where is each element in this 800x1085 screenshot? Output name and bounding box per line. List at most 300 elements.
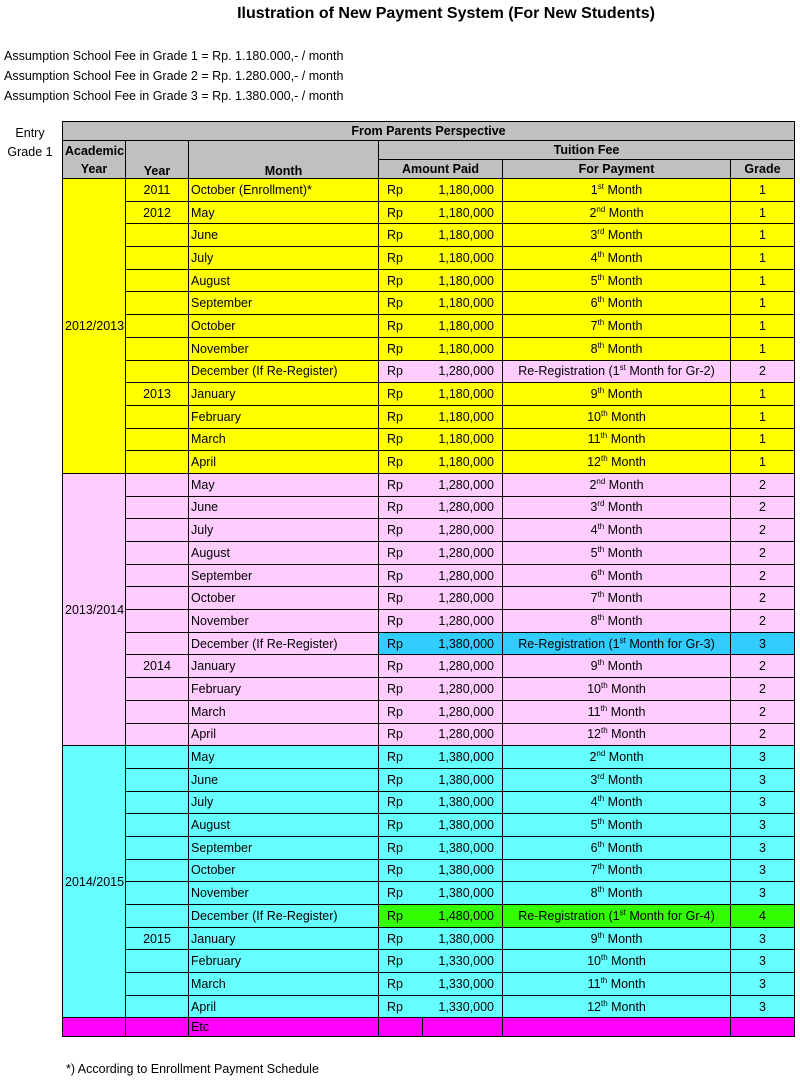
header-parents-perspective: From Parents Perspective <box>63 122 795 141</box>
payment-label: Month <box>607 681 646 696</box>
grade-cell: 2 <box>731 496 795 519</box>
table-row <box>63 882 795 905</box>
amount-cell: 1,330,000 <box>423 973 503 996</box>
grade-cell: 3 <box>731 950 795 973</box>
grade-cell: 1 <box>731 292 795 315</box>
payment-ordinal-suffix: th <box>597 885 605 894</box>
for-payment-cell <box>503 655 731 678</box>
grade-cell: 3 <box>731 768 795 791</box>
currency-cell: Rp <box>379 519 423 542</box>
amount-cell: 1,180,000 <box>423 292 503 315</box>
year-cell: 2014 <box>126 655 189 678</box>
payment-ordinal-suffix: st <box>619 363 626 373</box>
for-payment-cell <box>503 632 731 655</box>
payment-number: 5 <box>590 273 598 288</box>
year-cell <box>126 973 189 996</box>
year-cell <box>126 269 189 292</box>
month-cell: January <box>189 383 379 406</box>
for-payment-cell <box>503 905 731 928</box>
grade-cell: 3 <box>731 973 795 996</box>
for-payment-cell <box>503 405 731 428</box>
currency-cell: Rp <box>379 315 423 338</box>
currency-cell: Rp <box>379 383 423 406</box>
currency-cell: Rp <box>379 768 423 791</box>
amount-cell: 1,380,000 <box>423 814 503 837</box>
payment-ordinal-suffix: rd <box>597 499 605 509</box>
currency-cell: Rp <box>379 247 423 270</box>
currency-cell: Rp <box>379 405 423 428</box>
table-row <box>63 428 795 451</box>
grade-cell: 2 <box>731 678 795 701</box>
amount-cell: 1,280,000 <box>423 496 503 519</box>
for-payment-cell <box>503 224 731 247</box>
for-payment-cell <box>503 700 731 723</box>
payment-ordinal-suffix: th <box>597 839 605 849</box>
payment-number: 7 <box>590 591 598 606</box>
payment-number: 5 <box>590 545 598 560</box>
month-cell: August <box>189 542 379 565</box>
table-row <box>63 587 795 610</box>
payment-ordinal-suffix: th <box>597 544 605 554</box>
amount-cell: 1,280,000 <box>423 678 503 701</box>
payment-label: Month <box>607 999 646 1014</box>
payment-ordinal-suffix: st <box>619 635 626 645</box>
year-cell <box>126 360 189 383</box>
payment-number: 8 <box>590 886 598 901</box>
payment-table-body <box>63 122 795 1037</box>
year-cell: 2015 <box>126 927 189 950</box>
for-payment-cell <box>503 859 731 882</box>
payment-ordinal-suffix: rd <box>597 227 605 237</box>
payment-number: 6 <box>590 568 598 583</box>
header-row-1 <box>63 122 795 141</box>
currency-cell: Rp <box>379 542 423 565</box>
payment-ordinal-suffix: rd <box>597 771 605 781</box>
for-payment-cell <box>503 746 731 769</box>
year-cell <box>126 950 189 973</box>
year-cell <box>126 995 189 1018</box>
currency-cell: Rp <box>379 201 423 224</box>
currency-cell: Rp <box>379 723 423 746</box>
amount-cell: 1,380,000 <box>423 882 503 905</box>
month-cell: August <box>189 814 379 837</box>
month-cell: August <box>189 269 379 292</box>
payment-number: 12 <box>587 999 601 1014</box>
grade-cell: 2 <box>731 655 795 678</box>
currency-cell: Rp <box>379 882 423 905</box>
month-cell: October <box>189 315 379 338</box>
payment-label: Month <box>604 500 643 515</box>
payment-ordinal-suffix: th <box>597 249 605 259</box>
year-cell <box>126 700 189 723</box>
amount-cell: 1,180,000 <box>423 315 503 338</box>
payment-ordinal-suffix: th <box>597 567 605 577</box>
payment-label: Month <box>605 205 644 220</box>
payment-ordinal-suffix: nd <box>596 476 606 486</box>
payment-label: Month <box>604 863 643 878</box>
currency-cell: Rp <box>379 791 423 814</box>
grade-cell: 1 <box>731 405 795 428</box>
payment-number: 2 <box>589 477 597 492</box>
grade-cell: 1 <box>731 337 795 360</box>
grade-cell: 2 <box>731 700 795 723</box>
payment-ordinal-suffix: nd <box>596 204 606 214</box>
for-payment-cell <box>503 473 731 496</box>
payment-label: Month <box>607 976 646 991</box>
header-grade: Grade <box>731 160 795 179</box>
year-cell <box>126 451 189 474</box>
table-row <box>63 995 795 1018</box>
header-row-2 <box>63 141 795 160</box>
amount-cell: 1,280,000 <box>423 564 503 587</box>
table-row <box>63 542 795 565</box>
for-payment-cell <box>503 451 731 474</box>
payment-number: 11 <box>587 432 601 447</box>
payment-ordinal-suffix: th <box>601 998 608 1008</box>
year-cell <box>126 473 189 496</box>
month-cell: October <box>189 587 379 610</box>
year-cell <box>126 814 189 837</box>
currency-cell: Rp <box>379 836 423 859</box>
etc-cell <box>503 1018 731 1037</box>
payment-number: 10 <box>587 681 601 696</box>
payment-label: Month <box>604 387 643 402</box>
amount-cell: 1,280,000 <box>423 700 503 723</box>
currency-cell: Rp <box>379 905 423 928</box>
year-cell <box>126 768 189 791</box>
header-amount-paid: Amount Paid <box>379 160 503 179</box>
for-payment-cell <box>503 315 731 338</box>
year-cell <box>126 292 189 315</box>
currency-cell: Rp <box>379 564 423 587</box>
currency-cell: Rp <box>379 360 423 383</box>
year-cell: 2013 <box>126 383 189 406</box>
payment-label: Month <box>604 568 643 583</box>
for-payment-cell <box>503 201 731 224</box>
etc-cell <box>731 1018 795 1037</box>
table-row <box>63 247 795 270</box>
table-row <box>63 814 795 837</box>
table-row <box>63 610 795 633</box>
payment-table <box>62 121 795 1037</box>
academic-year-cell: 2013/2014 <box>63 473 126 745</box>
table-row <box>63 496 795 519</box>
payment-label: Month <box>604 886 643 901</box>
payment-ordinal-suffix: nd <box>596 748 606 758</box>
amount-cell: 1,330,000 <box>423 950 503 973</box>
payment-ordinal-suffix: th <box>597 340 605 350</box>
amount-cell: 1,180,000 <box>423 337 503 360</box>
year-cell <box>126 746 189 769</box>
payment-label: Month <box>605 477 644 492</box>
etc-cell <box>126 1018 189 1037</box>
amount-cell: 1,280,000 <box>423 655 503 678</box>
entry-label <box>0 124 60 162</box>
payment-number: 6 <box>590 296 598 311</box>
table-row <box>63 768 795 791</box>
etc-label: Etc <box>189 1018 379 1037</box>
payment-ordinal-suffix: th <box>597 317 605 327</box>
currency-cell: Rp <box>379 224 423 247</box>
grade-cell: 1 <box>731 383 795 406</box>
fee-list <box>4 46 343 106</box>
year-cell <box>126 564 189 587</box>
for-payment-cell <box>503 723 731 746</box>
currency-cell: Rp <box>379 428 423 451</box>
year-cell <box>126 224 189 247</box>
month-cell: May <box>189 473 379 496</box>
for-payment-cell <box>503 950 731 973</box>
payment-number: 2 <box>589 205 597 220</box>
amount-cell: 1,180,000 <box>423 247 503 270</box>
footnote: *) According to Enrollment Payment Schedule <box>66 1062 319 1076</box>
grade-cell: 3 <box>731 836 795 859</box>
amount-cell: 1,280,000 <box>423 723 503 746</box>
payment-label: Month <box>604 318 643 333</box>
fee-grade-2: Assumption School Fee in Grade 2 = Rp. 1.280.000,- / month <box>4 69 344 83</box>
payment-ordinal-suffix: th <box>601 453 608 463</box>
grade-cell: 1 <box>731 269 795 292</box>
year-cell <box>126 905 189 928</box>
grade-cell: 2 <box>731 542 795 565</box>
entry-label-line-2: Grade 1 <box>7 145 53 159</box>
amount-cell: 1,180,000 <box>423 201 503 224</box>
year-cell <box>126 587 189 610</box>
grade-cell: 3 <box>731 927 795 950</box>
payment-number: Re-Registration (1 <box>518 636 620 651</box>
grade-cell: 1 <box>731 428 795 451</box>
grade-cell: 1 <box>731 224 795 247</box>
currency-cell: Rp <box>379 610 423 633</box>
payment-label: Month <box>604 341 643 356</box>
payment-label: Month for Gr-3) <box>625 636 715 651</box>
currency-cell: Rp <box>379 269 423 292</box>
currency-cell: Rp <box>379 973 423 996</box>
payment-number: 3 <box>590 228 598 243</box>
payment-ordinal-suffix: th <box>597 522 605 531</box>
month-cell: April <box>189 723 379 746</box>
payment-label: Month <box>604 659 643 674</box>
amount-cell: 1,280,000 <box>423 587 503 610</box>
for-payment-cell <box>503 247 731 270</box>
grade-cell: 1 <box>731 451 795 474</box>
month-cell: June <box>189 496 379 519</box>
payment-ordinal-suffix: th <box>601 953 608 963</box>
month-cell: February <box>189 950 379 973</box>
payment-number: 5 <box>590 818 598 833</box>
grade-cell: 2 <box>731 519 795 542</box>
payment-label: Month for Gr-4) <box>625 908 715 923</box>
payment-label: Month <box>604 591 643 606</box>
month-cell: May <box>189 746 379 769</box>
table-row <box>63 973 795 996</box>
year-cell <box>126 405 189 428</box>
for-payment-cell <box>503 337 731 360</box>
year-cell <box>126 791 189 814</box>
amount-cell: 1,280,000 <box>423 519 503 542</box>
page-title-text: Ilustration of New Payment System (For New Students) <box>237 5 655 22</box>
grade-cell: 1 <box>731 179 795 202</box>
currency-cell: Rp <box>379 292 423 315</box>
payment-label: Month <box>604 296 643 311</box>
amount-cell: 1,280,000 <box>423 360 503 383</box>
payment-ordinal-suffix: th <box>597 272 605 282</box>
payment-label: Month <box>604 545 643 560</box>
for-payment-cell <box>503 814 731 837</box>
amount-cell: 1,380,000 <box>423 746 503 769</box>
payment-label: Month <box>604 613 643 628</box>
year-cell <box>126 859 189 882</box>
grade-cell: 1 <box>731 247 795 270</box>
currency-cell: Rp <box>379 473 423 496</box>
payment-number: 10 <box>587 409 601 424</box>
year-cell <box>126 542 189 565</box>
payment-ordinal-suffix: th <box>597 862 605 872</box>
amount-cell: 1,280,000 <box>423 610 503 633</box>
month-cell: September <box>189 292 379 315</box>
for-payment-cell <box>503 791 731 814</box>
year-cell <box>126 247 189 270</box>
currency-cell: Rp <box>379 337 423 360</box>
payment-ordinal-suffix: th <box>597 295 605 305</box>
page-title <box>0 5 800 23</box>
amount-cell: 1,180,000 <box>423 269 503 292</box>
payment-ordinal-suffix: th <box>597 794 605 804</box>
grade-cell: 2 <box>731 360 795 383</box>
grade-cell: 2 <box>731 564 795 587</box>
grade-cell: 4 <box>731 905 795 928</box>
payment-ordinal-suffix: th <box>597 930 605 940</box>
for-payment-cell <box>503 927 731 950</box>
for-payment-cell <box>503 882 731 905</box>
table-row <box>63 337 795 360</box>
month-cell: October <box>189 859 379 882</box>
for-payment-cell <box>503 496 731 519</box>
etc-row <box>63 1018 795 1037</box>
payment-label: Month <box>607 954 646 969</box>
month-cell: November <box>189 882 379 905</box>
grade-cell: 3 <box>731 995 795 1018</box>
month-cell: November <box>189 610 379 633</box>
currency-cell: Rp <box>379 927 423 950</box>
payment-label: Month <box>607 432 646 447</box>
payment-number: 9 <box>590 659 598 674</box>
payment-ordinal-suffix: th <box>601 680 608 690</box>
currency-cell: Rp <box>379 632 423 655</box>
year-cell <box>126 632 189 655</box>
year-cell <box>126 836 189 859</box>
amount-cell: 1,380,000 <box>423 836 503 859</box>
currency-cell: Rp <box>379 746 423 769</box>
payment-label: Month <box>607 727 646 742</box>
grade-cell: 2 <box>731 610 795 633</box>
for-payment-cell <box>503 428 731 451</box>
payment-label: Month <box>605 750 644 765</box>
amount-cell: 1,180,000 <box>423 405 503 428</box>
payment-label: Month <box>604 795 643 810</box>
for-payment-cell <box>503 678 731 701</box>
payment-number: 4 <box>590 523 598 538</box>
for-payment-cell <box>503 269 731 292</box>
amount-cell: 1,380,000 <box>423 791 503 814</box>
month-cell: March <box>189 973 379 996</box>
grade-cell: 2 <box>731 473 795 496</box>
for-payment-cell <box>503 768 731 791</box>
amount-cell: 1,180,000 <box>423 451 503 474</box>
payment-ordinal-suffix: th <box>600 703 608 713</box>
amount-cell: 1,380,000 <box>423 927 503 950</box>
amount-cell: 1,180,000 <box>423 224 503 247</box>
year-cell <box>126 315 189 338</box>
currency-cell: Rp <box>379 814 423 837</box>
amount-cell: 1,380,000 <box>423 859 503 882</box>
month-cell: September <box>189 836 379 859</box>
month-cell: June <box>189 768 379 791</box>
year-cell <box>126 519 189 542</box>
payment-label: Month for Gr-2) <box>625 364 715 379</box>
year-cell <box>126 678 189 701</box>
month-cell: May <box>189 201 379 224</box>
table-row <box>63 519 795 542</box>
payment-ordinal-suffix: th <box>597 590 605 600</box>
payment-number: 10 <box>587 954 601 969</box>
grade-cell: 3 <box>731 746 795 769</box>
payment-number: 6 <box>590 840 598 855</box>
grade-cell: 3 <box>731 882 795 905</box>
grade-cell: 3 <box>731 814 795 837</box>
payment-number: 9 <box>590 387 598 402</box>
month-cell: November <box>189 337 379 360</box>
header-month: Month <box>189 141 379 179</box>
table-row <box>63 383 795 406</box>
table-row <box>63 655 795 678</box>
month-cell: October (Enrollment)* <box>189 179 379 202</box>
header-year: Year <box>126 141 189 179</box>
table-row <box>63 632 795 655</box>
month-cell: April <box>189 451 379 474</box>
table-row <box>63 315 795 338</box>
payment-number: Re-Registration (1 <box>518 364 620 379</box>
month-cell: March <box>189 700 379 723</box>
amount-cell: 1,480,000 <box>423 905 503 928</box>
for-payment-cell <box>503 360 731 383</box>
payment-label: Month <box>604 931 643 946</box>
payment-number: Re-Registration (1 <box>518 908 620 923</box>
grade-cell: 3 <box>731 791 795 814</box>
table-row <box>63 927 795 950</box>
month-cell: July <box>189 247 379 270</box>
currency-cell: Rp <box>379 587 423 610</box>
payment-label: Month <box>604 772 643 787</box>
grade-cell: 2 <box>731 723 795 746</box>
payment-number: 11 <box>587 704 601 719</box>
currency-cell: Rp <box>379 451 423 474</box>
currency-cell: Rp <box>379 859 423 882</box>
etc-cell <box>379 1018 423 1037</box>
year-cell <box>126 496 189 519</box>
payment-number: 12 <box>587 455 601 470</box>
grade-cell: 1 <box>731 201 795 224</box>
amount-cell: 1,280,000 <box>423 542 503 565</box>
grade-cell: 2 <box>731 587 795 610</box>
table-row <box>63 292 795 315</box>
month-cell: February <box>189 678 379 701</box>
month-cell: January <box>189 655 379 678</box>
grade-cell: 3 <box>731 632 795 655</box>
academic-year-cell: 2014/2015 <box>63 746 126 1018</box>
payment-ordinal-suffix: th <box>597 658 605 668</box>
for-payment-cell <box>503 179 731 202</box>
